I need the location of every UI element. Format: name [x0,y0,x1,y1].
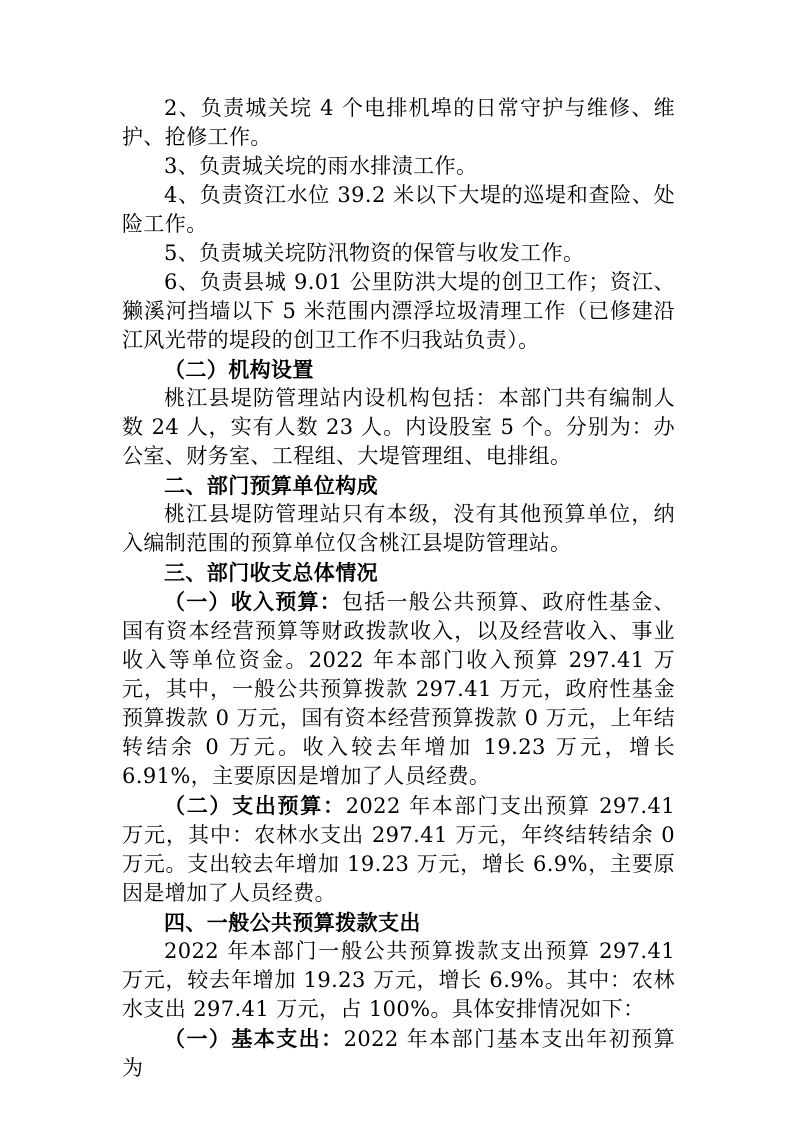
heading-org-structure: （二）机构设置 [164,357,314,382]
duty-item-6: 6、负责县城 9.01 公里防洪大堤的创卫工作；资江、獭溪河挡墙以下 5 米范围内漂浮垃圾清理工作（已修建沿江风光带的堤段的创卫工作不归我站负责）。 [122,270,675,352]
expense-text: 2022 年本部门支出预算 297.41 万元，其中：农林水支出 297.41 万元，年终结转结余 0 万元。支出较去年增加 19.23 万元，增长 6.9%，主要原因是增加了人员经费。 [122,794,675,905]
duty-item-5: 5、负责城关垸防汛物资的保管与收发工作。 [164,241,585,265]
budget-units-text: 桃江县堤防管理站只有本级，没有其他预算单位，纳入编制范围的预算单位仅含桃江县堤防管理站。 [122,502,675,555]
basic-text: 2022 年本部门基本支出年初预算为 [122,1027,676,1080]
duty-item-4: 4、负责资江水位 39.2 米以下大堤的巡堤和查险、处险工作。 [122,183,675,236]
basic-expense-paragraph [122,1024,675,1083]
duty-item-3: 3、负责城关垸的雨水排渍工作。 [164,154,478,178]
general-budget-text: 2022 年本部门一般公共预算拨款支出预算 297.41 万元，较去年增加 19.23 万元，增长 6.9%。其中：农林水支出 297.41 万元，占 100%。具体安排情况如下： [122,939,675,1021]
income-lead: （一）收入预算： [164,589,343,614]
basic-lead: （一）基本支出： [164,1026,344,1051]
org-structure-text: 桃江县堤防管理站内设机构包括：本部门共有编制人数 24 人，实有人数 23 人。内设股室 5 个。分别为：办公室、财务室、工程组、大堤管理组、电排组。 [122,386,675,468]
heading-overall: 三、部门收支总体情况 [164,560,378,585]
heading-general-budget: 四、一般公共预算拨款支出 [164,910,421,935]
income-paragraph [122,587,675,791]
expense-paragraph [122,791,675,908]
duty-item-2: 2、负责城关垸 4 个电排机埠的日常守护与维修、维护、抢修工作。 [122,96,675,149]
expense-lead: （二）支出预算： [164,793,346,818]
income-text: 包括一般公共预算、政府性基金、国有资本经营预算等财政拨款收入，以及经营收入、事业收入等单位资金。2022 年本部门收入预算 297.41 万元，其中，一般公共预算拨款 297.41 万元，政府性基金预算拨款 0 万元，国有资本经营预算拨款 0 万元，上年结转结余 0 万元。收入较去年增加 19.23 万元，增长 6.91%，主要原因是增加了人员经费。 [122,590,676,788]
heading-budget-units: 二、部门预算单位构成 [164,473,378,498]
